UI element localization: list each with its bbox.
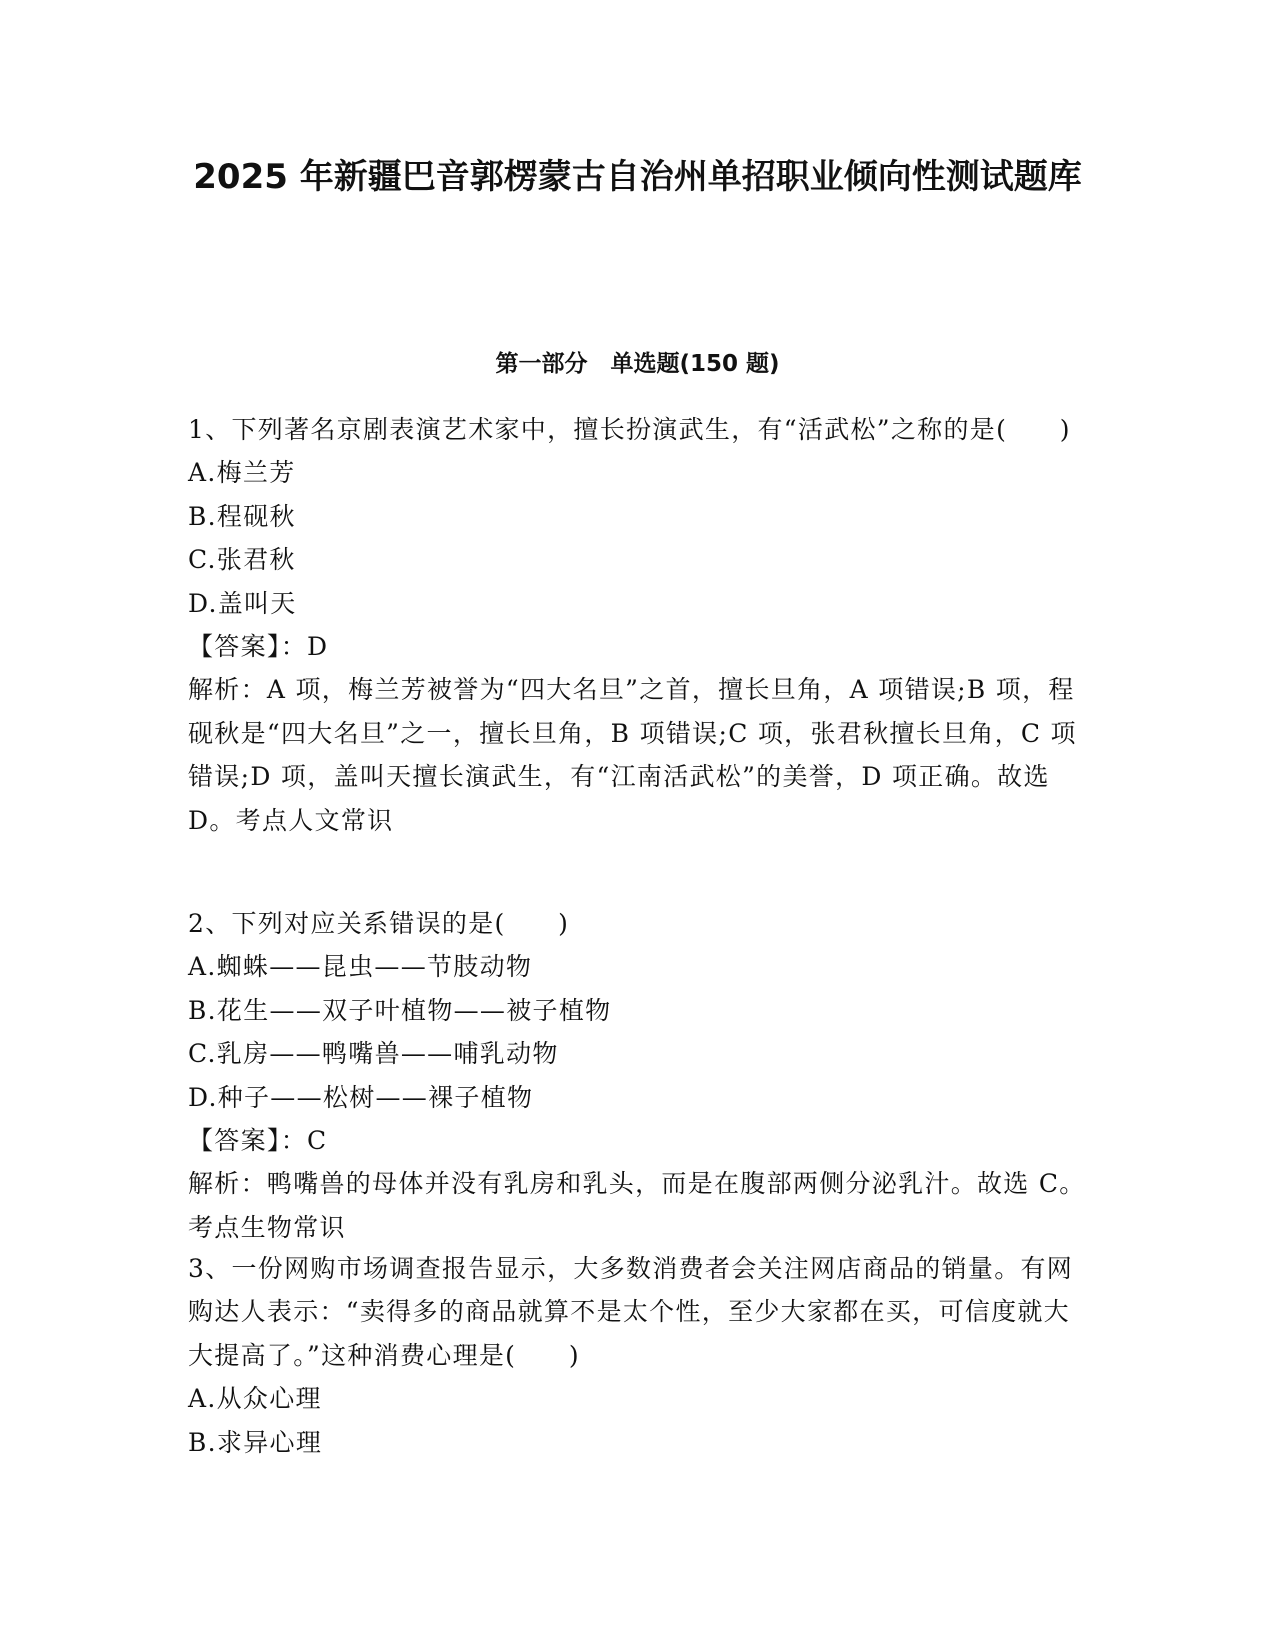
option-d: D.种子——松树——裸子植物 bbox=[188, 1082, 534, 1112]
answer-line: 【答案】：D bbox=[188, 632, 329, 662]
option-c: C.张君秋 bbox=[188, 545, 296, 575]
question-2 bbox=[188, 902, 1088, 1249]
option-b: B.求异心理 bbox=[188, 1427, 323, 1457]
question-1 bbox=[188, 408, 1088, 842]
option-c: C.乳房——鸭嘴兽——哺乳动物 bbox=[188, 1039, 559, 1069]
explanation: 解析：A 项，梅兰芳被誉为“四大名旦”之首，擅长旦角，A 项错误;B 项，程砚秋是“四大名旦”之一，擅长旦角，B 项错误;C 项，张君秋擅长旦角，C 项错误;D 项，盖叫天擅长演武生，有“江南活武松”的美誉，D 项正确。故选 D。考点人文常识 bbox=[188, 675, 1077, 835]
section-heading: 第一部分 单选题(150 题) bbox=[495, 351, 780, 377]
option-a: A.梅兰芳 bbox=[188, 458, 296, 488]
explanation: 解析：鸭嘴兽的母体并没有乳房和乳头，而是在腹部两侧分泌乳汁。故选 C。考点生物常识 bbox=[188, 1169, 1086, 1242]
option-b: B.程砚秋 bbox=[188, 501, 296, 531]
answer-line: 【答案】：C bbox=[188, 1126, 328, 1156]
question-stem: 3、一份网购市场调查报告显示，大多数消费者会关注网店商品的销量。有网购达人表示：“卖得多的商品就算不是太个性，至少大家都在买，可信度就大大提高了。”这种消费心理是( ) bbox=[188, 1254, 1074, 1370]
option-a: A.蜘蛛——昆虫——节肢动物 bbox=[188, 952, 533, 982]
option-b: B.花生——双子叶植物——被子植物 bbox=[188, 995, 612, 1025]
document-title: 2025 年新疆巴音郭楞蒙古自治州单招职业倾向性测试题库 bbox=[193, 157, 1082, 197]
question-stem: 2、下列对应关系错误的是( ) bbox=[188, 909, 570, 938]
option-d: D.盖叫天 bbox=[188, 588, 297, 618]
question-3 bbox=[188, 1247, 1088, 1464]
question-stem: 1、下列著名京剧表演艺术家中，擅长扮演武生，有“活武松”之称的是( ) bbox=[188, 415, 1071, 444]
option-a: A.从众心理 bbox=[188, 1384, 322, 1414]
